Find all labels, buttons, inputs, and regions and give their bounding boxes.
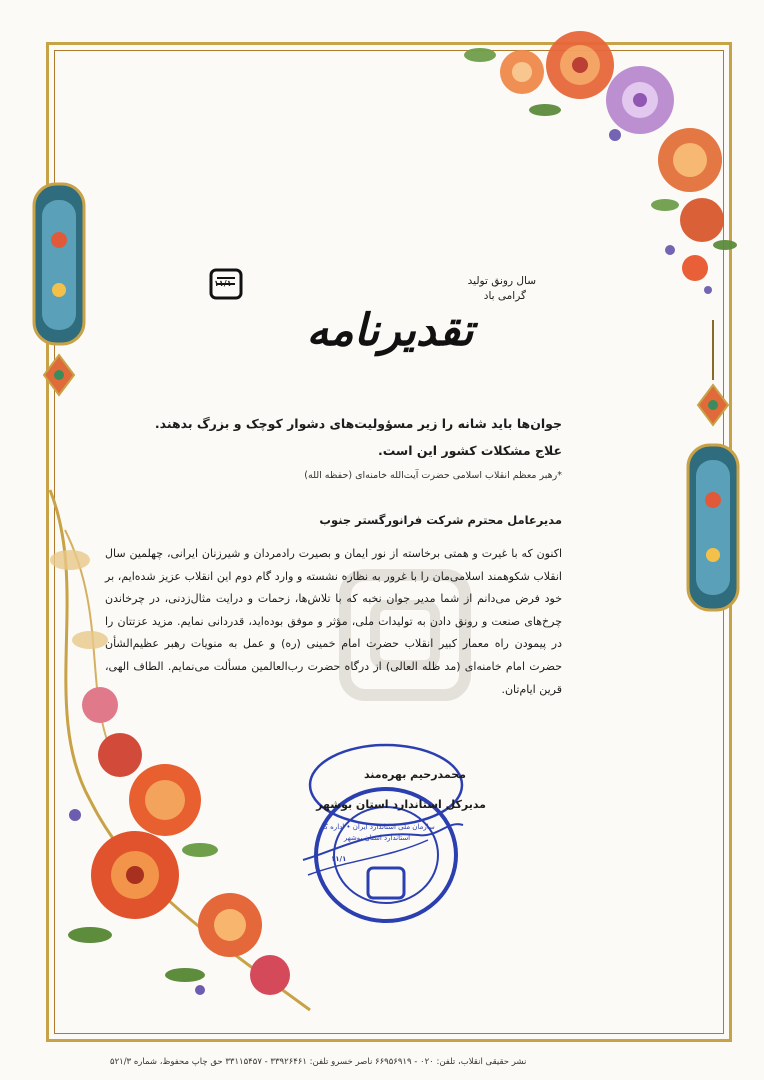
floral-decoration-top-right xyxy=(440,10,750,300)
signatory-title: مدیرکل استاندارد استان بوشهر xyxy=(316,798,486,811)
motto xyxy=(416,274,536,304)
quote-line-2: علاج مشکلات کشور این است. xyxy=(377,443,562,458)
certificate-body: اکنون که با غیرت و همتی برخاسته از نور ایمان و بصیرت رادمردان و شیرزنان ایرانی، چهلمین سال انقلاب شکوهمند اسلامی‌مان را با غرور به نظاره نشسته و وارد گام دوم این انقلاب عزیز شده‌ایم، بر خود فرض می‌دانم از شما مدیر جوان نخبه که با تلاش‌ها، زحمات و درایت مثال‌زدنی، در چرخاندن چرخ‌های صنعت و رونق دادن به تولیدات ملی، مؤثر و موفق بوده‌اید، قدردانی نمایم. مزید عزتتان را در پیمودن راه معمار کبیر انقلاب حضرت امام خمینی (ره) و عمل به منویات رهبر عظیم‌الشأن حضرت امام خامنه‌ای (مد ظله العالی) از درگاه حضرت رب‌العالمین مسألت می‌نمایم. الطاف الهی، قرین ایام‌تان. xyxy=(105,547,562,696)
motto-line-2: گرامی باد xyxy=(483,290,526,302)
quote-line-1: جوان‌ها باید شانه را زیر مسؤولیت‌های دشوار کوچک و بزرگ بدهند. xyxy=(154,416,562,431)
printer-footer: نشر حقیقی انقلاب، تلفن: ۰۲۰ - ۶۶۹۵۶۹۱۹ ناصر خسرو تلفن: ۳۳۹۲۶۴۶۱ - ۳۳۱۱۵۴۵۷ حق چاپ محفوظ، شماره ۵۲۱/۳ xyxy=(110,1057,527,1067)
stamp-text: سازمان ملی استاندارد ایران • اداره کل استاندارد استان بوشهر xyxy=(319,823,435,842)
signatory-name: محمدرحیم بهره‌مند xyxy=(363,768,466,781)
ornament-panel-right xyxy=(682,320,744,620)
stamp-logo-label: ۱۱/۱ xyxy=(331,855,347,863)
quote-attribution: *رهبر معظم انقلاب اسلامی حضرت آیت‌الله خامنه‌ای (حفظه الله) xyxy=(304,470,562,481)
ornament-panel-left xyxy=(28,180,90,420)
recipient: مدیرعامل محترم شرکت فرانورگستر جنوب xyxy=(319,513,562,527)
motto-line-1: سال رونق تولید xyxy=(467,275,536,287)
certificate-title: تقدیرنامه xyxy=(306,305,474,356)
standard-logo-label: ۱۱/۱ xyxy=(214,279,232,288)
